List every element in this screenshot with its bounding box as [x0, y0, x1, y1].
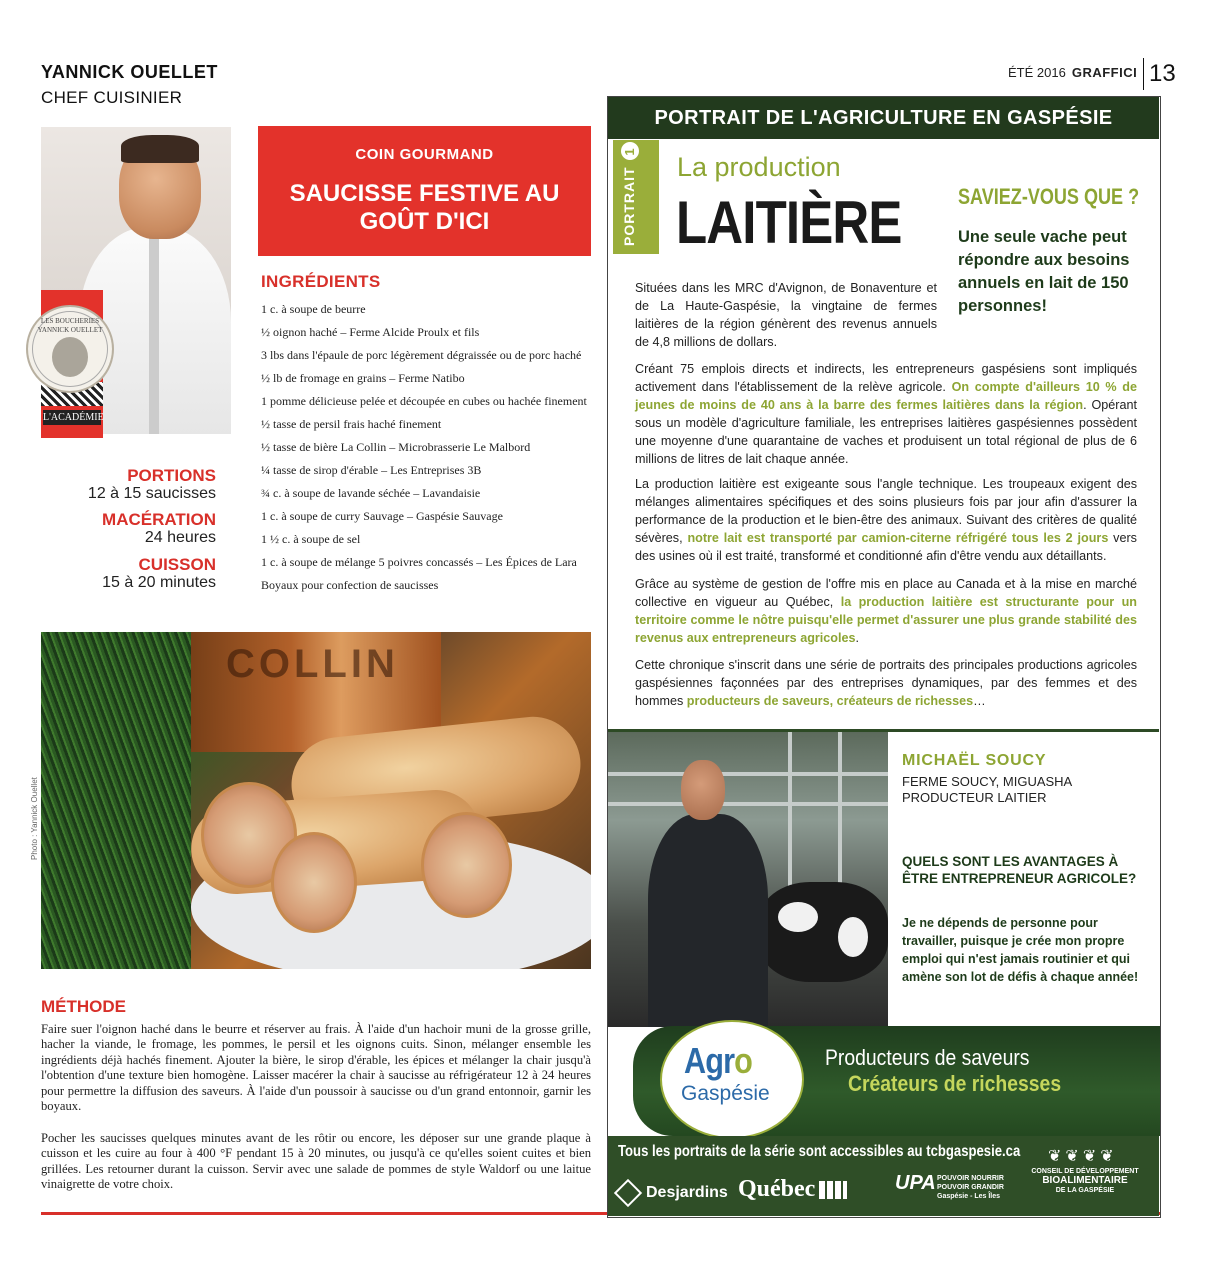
recipe-kicker: COIN GOURMAND	[355, 146, 494, 163]
ingredient-item: ½ lb de fromage en grains – Ferme Natibo	[261, 371, 465, 385]
ingredient-item: 3 lbs dans l'épaule de porc légèrement dégraissée ou de porc haché	[261, 348, 582, 362]
farmer-role: PRODUCTEUR LAITIER	[902, 790, 1047, 805]
cuisson-label: CUISSON	[138, 555, 216, 574]
sausage-photo	[41, 632, 591, 969]
method-heading: MÉTHODE	[41, 997, 126, 1016]
conseil-bioalimentaire-logo: CONSEIL DE DÉVELOPPEMENT BIOALIMENTAIRE DE LA GASPÉSIE	[1031, 1168, 1139, 1194]
series-link-text: Tous les portraits de la série sont accessibles au tcbgaspesie.ca	[618, 1143, 1021, 1160]
farmer-name: MICHAËL SOUCY	[902, 752, 1047, 769]
maceration-value: 24 heures	[144, 529, 216, 546]
article-paragraph: Cette chronique s'inscrit dans une série de portraits des principales productions agricoles gaspésiennes façonnées par des entreprises dynamiques, par des femmes et des hommes producteurs de saveurs, créateurs de richesses…	[635, 658, 1137, 708]
method-paragraph: Faire suer l'oignon haché dans le beurre et réserver au frais. À l'aide d'un hachoir muni de la grosse grille, hacher la viande, le fromage, les pommes, le persil et les oignons cuits. Sinon, mélanger ensemble les ingrédients déjà hachés finement. Ajouter la bière, le sirop d'érable, les épices et mélanger la chair jusqu'à l'obtention d'une texture bien homogène. Laisser macérer la chair à saucisse au réfrigérateur 12 à 24 heures pour permettre la diffusion des saveurs. À l'aide d'un poussoir à saucisse ou d'un grand entonnoir, garnir les boyaux.	[41, 1022, 591, 1114]
farmer-farm: FERME SOUCY, MIGUASHA	[902, 774, 1073, 789]
desjardins-logo: Desjardins	[618, 1183, 728, 1203]
farmer-photo	[608, 732, 888, 1027]
article-paragraph: Créant 75 emplois directs et indirects, les entrepreneurs gaspésiens sont impliqués activement dans l'établissement de la relève agricole. On compte d'ailleurs 10 % de jeunes de moins de 40 ans à la barre des fermes laitières dans la région. Opérant sous un modèle d'agriculture familiale, les entreprises laitières gaspésiennes possèdent une moyenne d'une quarantaine de vaches et produisent un total régional de plus de 6 millions de litres de lait chaque année.	[635, 362, 1137, 466]
academy-seal-logo	[26, 305, 114, 393]
saviez-heading: SAVIEZ-VOUS QUE ?	[958, 184, 1140, 209]
cuisson-value: 15 à 20 minutes	[102, 574, 216, 591]
ingredient-item: 1 c. à soupe de mélange 5 poivres concassés – Les Épices de Lara	[261, 555, 577, 569]
ingredient-item: Boyaux pour confection de saucisses	[261, 578, 439, 592]
ingredient-item: 1 c. à soupe de beurre	[261, 302, 366, 316]
portions-label: PORTIONS	[127, 466, 216, 485]
saviez-body: Une seule vache peut répondre aux besoins annuels en lait de 150 personnes!	[958, 228, 1130, 315]
issue-season: ÉTÉ 2016	[1008, 65, 1066, 80]
ingredient-item: ½ oignon haché – Ferme Alcide Proulx et fils	[261, 325, 480, 339]
author-name: YANNICK OUELLET	[41, 62, 218, 82]
article-highlight: notre lait est transporté par camion-citerne réfrigéré tous les 2 jours	[687, 531, 1109, 545]
ingredient-item: ¾ c. à soupe de lavande séchée – Lavandaisie	[261, 486, 481, 500]
agro-slogan-2: Créateurs de richesses	[848, 1071, 1062, 1096]
farmer-info	[902, 774, 1072, 806]
ingredient-item: 1 ½ c. à soupe de sel	[261, 532, 361, 546]
photo-credit: Photo : Yannick Ouellet	[30, 777, 39, 860]
agro-gaspesie-logo: Agro Gaspésie	[660, 1020, 804, 1139]
production-title: LAITIÈRE	[676, 189, 902, 256]
recipe-title: SAUCISSE FESTIVE AU GOÛT D'ICI	[289, 180, 560, 235]
portrait-tab-label: PORTRAIT	[621, 166, 637, 246]
ingredient-item: ½ tasse de persil frais haché finement	[261, 417, 442, 431]
magazine-name: GRAFFICI	[1071, 65, 1138, 80]
ingredient-item: ¼ tasse de sirop d'érable – Les Entreprises 3B	[261, 463, 482, 477]
ingredient-item: ½ tasse de bière La Collin – Microbrasserie Le Malbord	[261, 440, 531, 454]
article-paragraph: Grâce au système de gestion de l'offre mis en place au Canada et à la mise en marché collective en vigueur au Québec, la production laitière est structurante pour un territoire comme le nôtre puisqu'elle permet d'assurer une plus grande stabilité des revenus aux entrepreneurs agricoles.	[635, 577, 1137, 645]
article-highlight: producteurs de saveurs, créateurs de richesses	[686, 694, 974, 708]
maceration-label: MACÉRATION	[102, 510, 216, 529]
interview-question: QUELS SONT LES AVANTAGES À ÊTRE ENTREPRENEUR AGRICOLE?	[902, 854, 1137, 886]
portrait-banner: PORTRAIT DE L'AGRICULTURE EN GASPÉSIE	[608, 97, 1159, 139]
portions-value: 12 à 15 saucisses	[87, 485, 216, 502]
quebec-logo: Québec	[738, 1176, 847, 1203]
page-number: 13	[1143, 58, 1176, 90]
upa-logo: UPA POUVOIR NOURRIR POUVOIR GRANDIR Gaspésie - Les Îles	[895, 1172, 1004, 1200]
recipe-title-box	[258, 126, 591, 256]
academy-label: L'ACADÉMIE	[43, 412, 104, 423]
leaves-icon: ❦❦❦❦	[1048, 1148, 1118, 1165]
ingredients-list	[261, 300, 601, 599]
seal-text: LES BOUCHERIES YANNICK OUELLET	[37, 317, 103, 334]
portrait-number: 1	[621, 142, 639, 160]
ingredient-item: 1 c. à soupe de curry Sauvage – Gaspésie Sauvage	[261, 509, 503, 523]
ingredient-item: 1 pomme délicieuse pelée et découpée en cubes ou hachée finement	[261, 394, 587, 408]
article-highlight: On compte d'ailleurs 10 % de jeunes de moins de 40 ans à la barre des fermes laitières dans la région	[635, 380, 1137, 412]
ingredients-heading: INGRÉDIENTS	[261, 272, 381, 291]
author-role: CHEF CUISINIER	[41, 88, 183, 107]
article-paragraph: La production laitière est exigeante sous l'angle technique. Les troupeaux exigent des mélanges alimentaires spécifiques et des soins plusieurs fois par jour afin d'assurer la performance de la production et le bien-être des animaux. Suivant des critères de qualité sévères, notre lait est transporté par camion-citerne réfrigéré tous les 2 jours vers des usines où il est traité, transformé et conditionné afin d'être vendu aux détaillants.	[635, 477, 1137, 563]
article-paragraph: Situées dans les MRC d'Avignon, de Bonaventure et de La Haute-Gaspésie, la vingtaine de fermes laitières de la région génèrent des revenus annuels de 4,8 millions de dollars.	[635, 281, 937, 349]
portrait-tab	[613, 140, 659, 254]
method-paragraph: Pocher les saucisses quelques minutes avant de les rôtir ou encore, les déposer sur une grande plaque à cuisson et les cuire au four à 400 °F pendant 15 à 20 minutes, ou jusqu'à ce qu'elles soient cuites et bien grillées. Les retourner durant la cuisson. Servir avec une salade de pommes de style Waldorf ou une laitue vinaigrette de votre choix.	[41, 1131, 591, 1192]
beer-label: COLLIN	[226, 642, 399, 686]
quebec-flag-icon	[819, 1181, 847, 1199]
agro-slogan-1: Producteurs de saveurs	[825, 1045, 1030, 1070]
interview-answer: Je ne dépends de personne pour travailler, puisque je crée mon propre emploi qui n'est jamais routinier et qui amène son lot de défis à chaque année!	[902, 916, 1139, 984]
desjardins-icon	[614, 1179, 642, 1207]
article-highlight: la production laitière est structurante pour un territoire comme le nôtre puisqu'elle permet d'assurer une plus grande stabilité des revenus aux entrepreneurs agricoles	[635, 595, 1137, 645]
issue-label	[1008, 65, 1137, 80]
production-subtitle: La production	[677, 152, 841, 182]
